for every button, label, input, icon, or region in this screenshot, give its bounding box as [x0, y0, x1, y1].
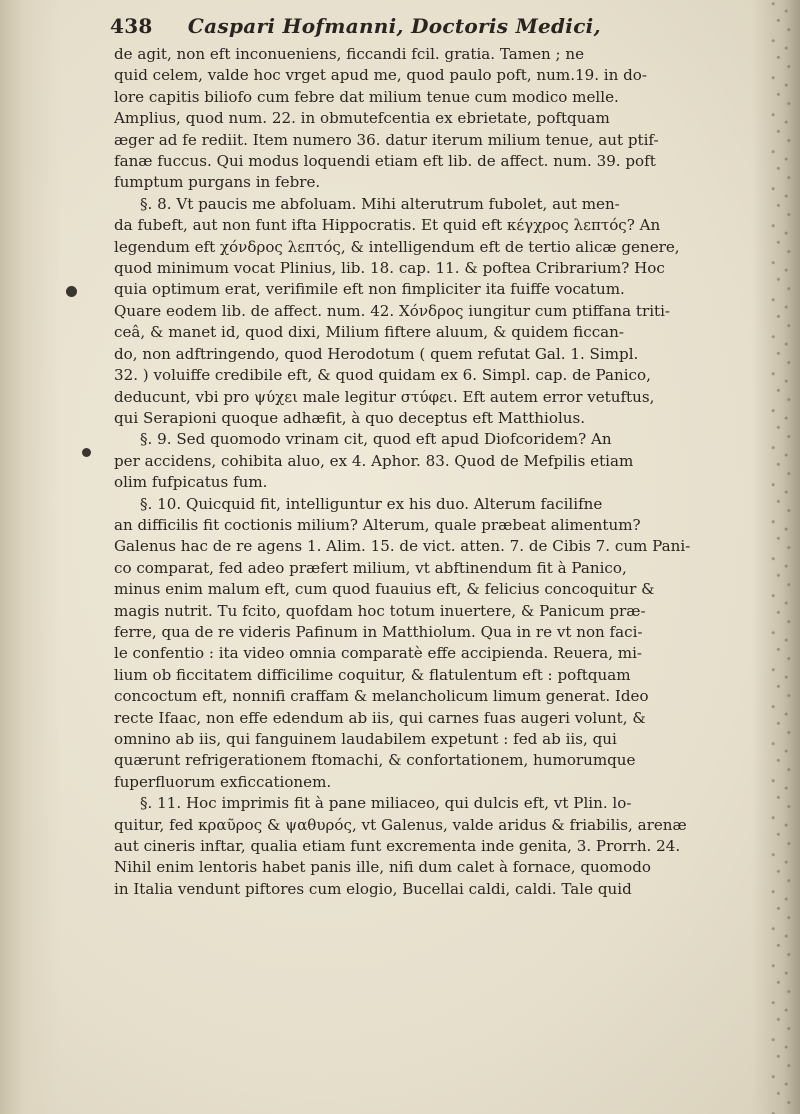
text-line: ceâ, & manet id, quod dixi, Milium fiftere aluum, & quidem ficcan- [114, 323, 624, 342]
text-line: 32. ) voluiffe credibile eft, & quod quidam ex 6. Simpl. cap. de Panico, [114, 366, 651, 385]
running-head [110, 14, 601, 38]
text-line: quitur, fed κραῦρος & ψαθυρός, vt Galenus, valde aridus & friabilis, arenæ [114, 815, 687, 834]
text-line: da fubeft, aut non funt ifta Hippocratis. Et quid eft κέγχρος λεπτός? An [114, 216, 661, 235]
text-line: de agit, non eft inconueniens, ficcandi fcil. gratia. Tamen ; ne [114, 45, 585, 63]
running-title: Caspari Hofmanni, Doctoris Medici, [187, 14, 601, 38]
text-line: co comparat, fed adeo præfert milium, vt abftinendum fit à Panico, [114, 558, 627, 577]
text-line: an difficilis fit coctionis milium? Alterum, quale præbeat alimentum? [114, 515, 641, 534]
text-line: per accidens, cohibita aluo, ex 4. Aphor. 83. Quod de Mefpilis etiam [114, 451, 634, 470]
text-line: Nihil enim lentoris habet panis ille, nifi dum calet à fornace, quomodo [114, 858, 651, 877]
text-line: quod minimum vocat Plinius, lib. 18. cap. 11. & poftea Cribrarium? Hoc [114, 259, 665, 278]
text-line: §. 8. Vt paucis me abfoluam. Mihi alterutrum fubolet, aut men- [140, 194, 620, 213]
text-line: §. 10. Quicquid fit, intelliguntur ex his duo. Alterum facilifne [140, 494, 603, 513]
ink-blot-mark [82, 448, 91, 457]
text-line: concoctum eft, nonnifi craffam & melancholicum limum generat. Ideo [114, 687, 649, 706]
text-line: minus enim malum eft, cum quod fuauius eft, & felicius concoquitur & [114, 580, 655, 599]
text-line: do, non adftringendo, quod Herodotum ( quem refutat Gal. 1. Simpl. [114, 344, 639, 363]
text-line: olim fufpicatus fum. [114, 473, 268, 492]
text-line: qui Serapioni quoque adhæfit, à quo deceptus eft Matthiolus. [114, 408, 586, 427]
text-line: lore capitis biliofo cum febre dat milium tenue cum modico melle. [114, 87, 619, 106]
text-line: legendum eft χόνδρος λεπτός, & intelligendum eft de tertio alicæ genere, [114, 237, 680, 256]
text-line: quia optimum erat, verifimile eft non fimpliciter ita fuiffe vocatum. [114, 280, 625, 299]
text-line: Amplius, quod num. 22. in obmutefcentia ex ebrietate, poftquam [114, 109, 610, 128]
ink-blot-mark [66, 286, 77, 297]
text-line: fuperfluorum exficcationem. [114, 772, 332, 791]
text-line: aut cineris inftar, qualia etiam funt excrementa inde genita, 3. Prorrh. 24. [114, 837, 681, 856]
text-line: deducunt, vbi pro ψύχει male legitur στύφει. Eft autem error vetuftus, [114, 387, 655, 406]
text-line: æger ad fe rediit. Item numero 36. datur iterum milium tenue, aut ptif- [114, 130, 659, 149]
text-line: §. 9. Sed quomodo vrinam cit, quod eft apud Diofcoridem? An [140, 430, 612, 449]
text-line: fanæ fuccus. Qui modus loquendi etiam eft lib. de affect. num. 39. poft [114, 152, 656, 171]
text-line: quærunt refrigerationem ftomachi, & confortationem, humorumque [114, 751, 636, 770]
text-line: Galenus hac de re agens 1. Alim. 15. de vict. atten. 7. de Cibis 7. cum Pani- [114, 537, 691, 556]
text-line: fumptum purgans in febre. [114, 173, 321, 192]
page-gutter-shadow [0, 0, 60, 1114]
text-line: omnino ab iis, qui fanguinem laudabilem expetunt : fed ab iis, qui [114, 730, 617, 748]
text-line: ferre, qua de re videris Pafinum in Matthiolum. Qua in re vt non faci- [114, 622, 643, 641]
text-line: le confentio : ita video omnia comparatè effe accipienda. Reuera, mi- [114, 644, 643, 663]
text-line: magis nutrit. Tu fcito, quofdam hoc totum inuertere, & Panicum præ- [114, 601, 646, 620]
page-number: 438 [110, 14, 153, 38]
text-line: Quare eodem lib. de affect. num. 42. Χόνδρος iungitur cum ptiffana triti- [114, 301, 671, 320]
text-line: §. 11. Hoc imprimis fit à pane miliaceo, qui dulcis eft, vt Plin. lo- [140, 794, 632, 813]
text-line: in Italia vendunt piftores cum elogio, Bucellai caldi, caldi. Tale quid [114, 879, 632, 898]
text-line: lium ob ficcitatem difficilime coquitur, & flatulentum eft : poftquam [114, 665, 631, 684]
paper-speckle [768, 0, 794, 1114]
text-line: quid celem, valde hoc vrget apud me, quod paulo poft, num.19. in do- [114, 66, 647, 85]
body-text [114, 44, 750, 900]
text-line: recte Ifaac, non effe edendum ab iis, qui carnes fuas augeri volunt, & [114, 708, 646, 727]
